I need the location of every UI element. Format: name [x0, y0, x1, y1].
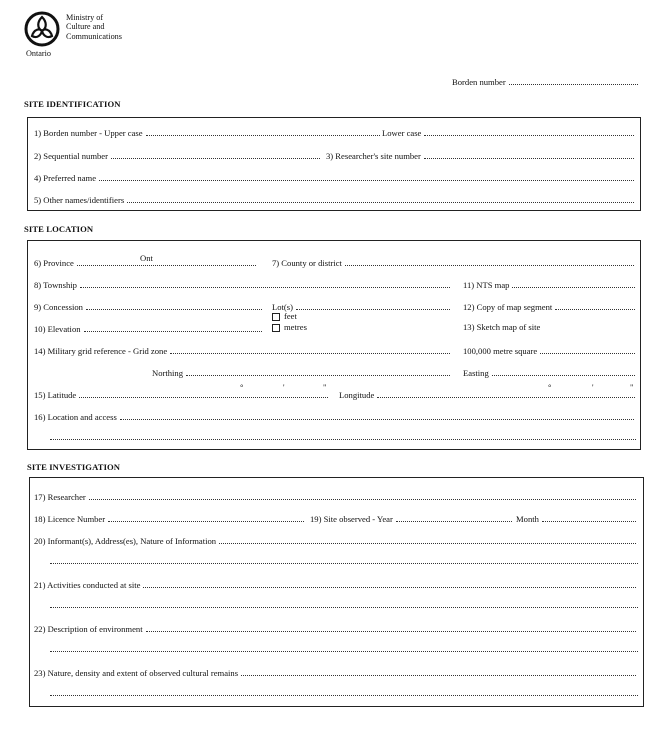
latitude-degree-mark: °: [240, 382, 244, 392]
label-military-grid-reference: 14) Military grid reference - Grid zone: [34, 346, 168, 356]
section-title-site-location: SITE LOCATION: [24, 224, 94, 234]
field-site-observed-year[interactable]: [310, 513, 514, 524]
label-preferred-name: 4) Preferred name: [34, 173, 97, 183]
field-activities-conducted[interactable]: [34, 579, 638, 590]
borden-number-field[interactable]: [452, 76, 640, 87]
label-elevation: 10) Elevation: [34, 324, 81, 334]
label-province: 6) Province: [34, 258, 74, 268]
label-licence-number: 18) Licence Number: [34, 514, 106, 524]
province-value: Ont: [140, 253, 153, 263]
field-lots[interactable]: [272, 301, 452, 312]
label-metres: metres: [284, 322, 307, 332]
trillium-icon: [24, 11, 60, 47]
label-location-and-access: 16) Location and access: [34, 412, 117, 422]
field-township[interactable]: [34, 279, 452, 290]
activities-line-2[interactable]: [50, 607, 638, 608]
label-township: 8) Township: [34, 280, 77, 290]
province-name: Ontario: [26, 49, 52, 58]
label-easting: Easting: [463, 368, 489, 378]
field-researchers-site-number[interactable]: [326, 150, 636, 161]
field-researcher[interactable]: [34, 491, 638, 502]
field-sequential-number[interactable]: [34, 150, 322, 161]
label-cultural-remains: 23) Nature, density and extent of observed cultural remains: [34, 668, 239, 678]
label-feet: feet: [284, 311, 297, 321]
field-copy-of-map-segment[interactable]: [463, 301, 637, 312]
latitude-minute-mark: ': [283, 382, 285, 392]
option-metres[interactable]: [272, 322, 307, 332]
section-title-site-investigation: SITE INVESTIGATION: [27, 462, 121, 472]
ministry-line-3: Communications: [66, 31, 122, 41]
location-and-access-line-2[interactable]: [50, 439, 636, 440]
field-other-names[interactable]: [34, 194, 636, 205]
label-month: Month: [516, 514, 539, 524]
label-other-names: 5) Other names/identifiers: [34, 195, 125, 205]
field-licence-number[interactable]: [34, 513, 306, 524]
field-borden-lower-case[interactable]: [382, 127, 636, 138]
field-latitude[interactable]: [34, 389, 330, 400]
option-feet[interactable]: [272, 311, 297, 321]
label-sequential-number: 2) Sequential number: [34, 151, 108, 161]
field-100000-metre-square[interactable]: [463, 345, 637, 356]
ministry-line-1: Ministry of: [66, 13, 104, 22]
field-preferred-name[interactable]: [34, 172, 636, 183]
field-elevation[interactable]: [34, 323, 264, 334]
field-county-or-district[interactable]: [272, 257, 636, 268]
label-county-or-district: 7) County or district: [272, 258, 342, 268]
label-nts-map: 11) NTS map: [463, 280, 510, 290]
label-borden-upper-case: 1) Borden number - Upper case: [34, 128, 143, 138]
label-concession: 9) Concession: [34, 302, 83, 312]
ontario-trillium-logo: [24, 11, 60, 49]
field-borden-upper-case[interactable]: [34, 127, 382, 138]
label-copy-of-map-segment: 12) Copy of map segment: [463, 302, 553, 312]
label-informants: 20) Informant(s), Address(es), Nature of Information: [34, 536, 217, 546]
longitude-second-mark: ": [630, 382, 634, 392]
label-description-of-environment: 22) Description of environment: [34, 624, 143, 634]
label-sketch-map: 13) Sketch map of site: [463, 322, 541, 332]
field-location-and-access[interactable]: [34, 411, 636, 422]
label-activities-conducted: 21) Activities conducted at site: [34, 580, 141, 590]
label-100000-metre-square: 100,000 metre square: [463, 346, 538, 356]
label-site-observed-year: 19) Site observed - Year: [310, 514, 393, 524]
label-latitude: 15) Latitude: [34, 390, 77, 400]
longitude-degree-mark: °: [548, 382, 552, 392]
informants-line-2[interactable]: [50, 563, 638, 564]
field-easting[interactable]: [463, 367, 637, 378]
label-northing: Northing: [152, 368, 184, 378]
field-cultural-remains[interactable]: [34, 667, 638, 678]
label-lots: Lot(s): [272, 302, 294, 312]
field-informants[interactable]: [34, 535, 638, 546]
field-northing[interactable]: [152, 367, 452, 378]
borden-number-label: Borden number: [452, 77, 506, 87]
longitude-minute-mark: ': [592, 382, 594, 392]
ministry-name: [66, 13, 122, 41]
cultural-remains-line-2[interactable]: [50, 695, 638, 696]
label-longitude: Longitude: [339, 390, 375, 400]
field-description-of-environment[interactable]: [34, 623, 638, 634]
checkbox-metres[interactable]: [272, 324, 280, 332]
label-lower-case: Lower case: [382, 128, 422, 138]
field-nts-map[interactable]: [463, 279, 637, 290]
label-researchers-site-number: 3) Researcher's site number: [326, 151, 421, 161]
label-researcher: 17) Researcher: [34, 492, 86, 502]
field-month[interactable]: [516, 513, 638, 524]
latitude-second-mark: ": [323, 382, 327, 392]
checkbox-feet[interactable]: [272, 313, 280, 321]
environment-line-2[interactable]: [50, 651, 638, 652]
field-grid-zone[interactable]: [34, 345, 452, 356]
section-title-site-identification: SITE IDENTIFICATION: [24, 99, 121, 109]
ministry-line-2: Culture and: [66, 22, 105, 32]
field-concession[interactable]: [34, 301, 264, 312]
